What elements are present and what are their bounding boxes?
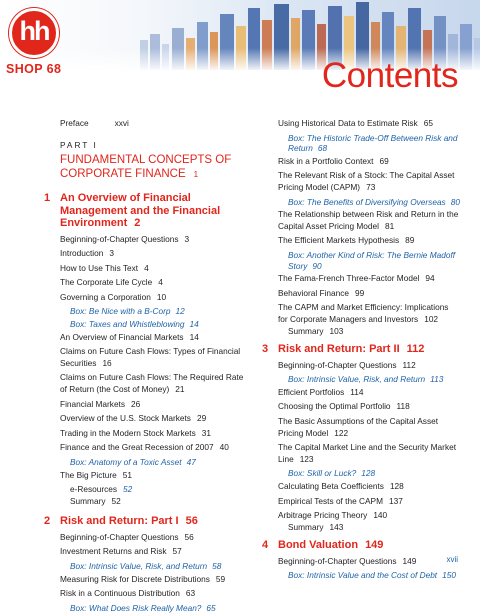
toc-box-entry[interactable] [60, 561, 248, 572]
toc-box-entry[interactable] [60, 306, 248, 317]
toc-entry-text: Beginning-of-Chapter Questions [278, 359, 397, 370]
toc-entry[interactable] [60, 574, 248, 586]
toc-entry-text: Summary [70, 495, 106, 506]
toc-page-number: 40 [219, 442, 229, 453]
toc-sub-entry[interactable] [60, 496, 248, 508]
toc-page-number: 140 [373, 510, 388, 521]
toc-page-number: 103 [329, 325, 344, 336]
toc-entry-text: Claims on Future Cash Flows: The Required Rate of Return (the Cost of Money) [60, 372, 244, 395]
toc-entry[interactable] [60, 263, 248, 275]
toc-page-number: 29 [196, 413, 207, 424]
toc-page-number: 128 [389, 480, 404, 491]
toc-entry[interactable] [278, 209, 460, 232]
toc-page-number: 65 [423, 118, 433, 128]
part-title-line: CORPORATE FINANCE [60, 167, 186, 180]
chapter-3-heading[interactable] [262, 343, 460, 356]
toc-page-number: 94 [425, 273, 435, 284]
toc-entry-text: An Overview of Financial Markets [60, 331, 184, 342]
toc-page-number: 3 [109, 248, 114, 259]
logo-text: hh [19, 16, 49, 46]
toc-entry[interactable] [60, 546, 248, 558]
toc-page-number: 149 [402, 555, 417, 566]
toc-entry-text: Beginning-of-Chapter Questions [278, 555, 397, 566]
toc-sub-entry[interactable] [278, 326, 460, 338]
toc-page-number: 4 [144, 262, 149, 273]
toc-entry[interactable] [60, 588, 248, 600]
toc-entry-text: Risk in a Continuous Distribution [60, 588, 180, 599]
chapter-number: 4 [262, 539, 269, 552]
toc-entry[interactable] [278, 387, 460, 399]
chapter-number: 2 [44, 515, 51, 528]
toc-entry[interactable] [278, 416, 460, 439]
toc-entry-text: Box: Intrinsic Value and the Cost of Debt [288, 570, 438, 581]
toc-page-number: 59 [215, 573, 226, 584]
chapter-number: 1 [44, 192, 51, 204]
toc-page-number: 1 [193, 169, 199, 179]
toc-entry-text: Box: What Does Risk Really Mean? [70, 602, 202, 613]
toc-entry-text: Introduction [60, 248, 104, 259]
toc-right-column [262, 118, 460, 583]
toc-entry-text: The CAPM and Market Efficiency: Implications for Corporate Managers and Investors [278, 302, 449, 324]
toc-entry-text: Box: Skill or Luck? [288, 468, 357, 479]
toc-entry[interactable] [278, 118, 460, 130]
toc-box-entry[interactable] [60, 319, 248, 330]
toc-entry[interactable] [60, 470, 248, 482]
toc-box-entry[interactable] [278, 570, 460, 581]
toc-page-number: 56 [185, 515, 198, 528]
part-title-line: FUNDAMENTAL CONCEPTS OF [60, 154, 232, 166]
toc-entry-text: Box: Be Nice with a B-Corp [70, 306, 171, 317]
toc-entry[interactable] [278, 442, 460, 465]
logo-badge [9, 8, 59, 58]
toc-entry[interactable] [278, 360, 460, 372]
logo-subtext: SHOP 68 [6, 62, 62, 76]
toc-entry-text: Choosing the Optimal Portfolio [278, 401, 391, 412]
toc-entry[interactable] [60, 399, 248, 411]
toc-page-number: 58 [212, 561, 222, 572]
toc-page-number: 112 [402, 359, 416, 370]
toc-entry-text: Beginning-of-Chapter Questions [60, 233, 179, 244]
toc-entry-text: The Efficient Markets Hypothesis [278, 235, 400, 246]
toc-entry-text: Overview of the U.S. Stock Markets [60, 413, 191, 424]
toc-entry-text: The Capital Market Line and the Security Market Line [278, 442, 457, 464]
toc-entry-text: Summary [288, 521, 324, 532]
toc-page-number: 2 [134, 217, 141, 229]
toc-entry-text: Trading in the Modern Stock Markets [60, 427, 196, 438]
toc-entry-text: The Relationship between Risk and Return in the Capital Asset Pricing Model [278, 209, 459, 231]
toc-page-number: 56 [184, 531, 194, 542]
toc-page-number: 3 [184, 233, 190, 244]
toc-entry-text: Claims on Future Cash Flows: Types of Financial Securities [60, 346, 241, 368]
toc-page-number: 68 [317, 143, 328, 154]
toc-page-number: 31 [201, 427, 211, 438]
toc-box-entry[interactable] [278, 468, 460, 479]
toc-left-column [44, 118, 248, 615]
toc-entry-text: The Basic Assumptions of the Capital Asset Pricing Model [278, 415, 439, 438]
toc-entry-text: Arbitrage Pricing Theory [278, 510, 368, 521]
toc-page-number: 14 [189, 331, 199, 342]
toc-entry[interactable] [278, 510, 460, 522]
chapter-title-line: Management and the Financial [60, 204, 221, 217]
toc-page-number: 26 [131, 398, 141, 409]
toc-entry[interactable] [278, 288, 460, 300]
toc-sub-entry[interactable] [278, 522, 460, 534]
toc-entry[interactable] [278, 156, 460, 168]
chapter-title-line: Bond Valuation [278, 539, 359, 552]
toc-entry-text: Box: The Historic Trade-Off Between Risk and Return [288, 132, 458, 154]
part-title[interactable] [60, 154, 248, 181]
toc-entry-text: Preface [60, 118, 89, 128]
toc-page-number: 112 [406, 343, 425, 356]
toc-entry[interactable] [278, 235, 460, 247]
toc-page-number: 12 [175, 306, 185, 317]
toc-box-entry[interactable] [278, 250, 460, 271]
toc-page-number: 51 [122, 469, 132, 480]
chapter-1-heading[interactable] [44, 192, 248, 230]
toc-entry-text: e-Resources [70, 484, 118, 495]
page-title: Contents [321, 56, 458, 95]
toc-entry-text: Box: Anatomy of a Toxic Asset [70, 457, 182, 467]
toc-box-entry[interactable] [60, 603, 248, 614]
toc-page-number: 80 [450, 196, 460, 207]
toc-page-number: 118 [396, 401, 410, 412]
toc-entry[interactable] [60, 234, 248, 246]
toc-page-number: 57 [172, 546, 182, 557]
toc-entry[interactable] [278, 556, 460, 568]
toc-box-entry[interactable] [278, 197, 460, 208]
toc-page-number: xxvi [114, 118, 129, 128]
toc-page-number: 10 [156, 291, 167, 302]
toc-page-number: 4 [158, 277, 163, 288]
toc-page-number: 89 [405, 235, 415, 246]
toc-entry[interactable] [60, 413, 248, 425]
toc-page-number: 123 [299, 453, 314, 464]
toc-sub-entry[interactable] [60, 484, 248, 496]
toc-box-entry[interactable] [60, 457, 248, 468]
toc-page-number: 73 [366, 181, 376, 192]
toc-page-number: 113 [430, 374, 444, 385]
toc-page-number: 137 [388, 495, 403, 506]
toc-entry-text: Calculating Beta Coefficients [278, 480, 384, 491]
toc-entry-text: Finance and the Great Recession of 2007 [60, 442, 214, 453]
toc-entry-text: Investment Returns and Risk [60, 546, 167, 557]
chapter-title-line: Risk and Return: Part II [278, 343, 400, 356]
toc-entry-text: Box: The Benefits of Diversifying Overseas [288, 196, 446, 207]
toc-entry-text: Risk in a Portfolio Context [278, 155, 374, 166]
toc-page-number: 114 [350, 386, 364, 397]
toc-page-number: 99 [355, 287, 365, 298]
chapter-4-heading[interactable] [262, 539, 460, 552]
toc-page-number: 47 [186, 457, 196, 467]
toc-entry[interactable] [60, 248, 248, 260]
toc-page-number: 122 [334, 427, 349, 438]
toc-page-number: 81 [385, 220, 395, 231]
toc-box-entry[interactable] [278, 133, 460, 154]
toc-entry-text: How to Use This Text [60, 262, 139, 273]
toc-entry-text: Governing a Corporation [60, 291, 151, 302]
toc-page-number: 63 [185, 588, 196, 599]
toc-entry-text: Using Historical Data to Estimate Risk [278, 118, 418, 128]
toc-entry-text: Beginning-of-Chapter Questions [60, 531, 179, 542]
toc-entry[interactable] [60, 428, 248, 440]
toc-entry-text: Summary [288, 325, 324, 336]
toc-page-number: 21 [175, 384, 185, 395]
toc-box-entry[interactable] [278, 374, 460, 385]
toc-entry[interactable] [60, 532, 248, 544]
toc-entry[interactable] [278, 170, 460, 193]
toc-entry-text: The Big Picture [60, 469, 117, 480]
toc-entry[interactable] [60, 332, 248, 344]
toc-entry-text: Box: Intrinsic Value, Risk, and Return [70, 561, 208, 572]
toc-entry[interactable] [60, 292, 248, 304]
toc-entry-text: The Relevant Risk of a Stock: The Capital Asset Pricing Model (CAPM) [278, 170, 455, 192]
toc-entry[interactable] [278, 481, 460, 493]
part-label: PART I [60, 140, 98, 150]
toc-entry[interactable] [60, 346, 248, 369]
chapter-title-line: An Overview of Financial [60, 192, 191, 204]
toc-entry-text: Financial Markets [60, 398, 126, 409]
chapter-2-heading[interactable] [44, 515, 248, 528]
chapter-title-line: Environment [60, 217, 128, 229]
toc-entry-text: Empirical Tests of the CAPM [278, 495, 383, 506]
toc-page-number: 143 [329, 521, 344, 532]
chapter-number: 3 [262, 343, 269, 356]
toc-entry-text: Box: Intrinsic Value, Risk, and Return [288, 374, 426, 385]
toc-entry[interactable] [278, 273, 460, 285]
toc-page-number: 149 [365, 539, 384, 552]
toc-page-number: 69 [379, 155, 389, 166]
toc-entry[interactable] [278, 401, 460, 413]
toc-page-number: 150 [442, 570, 456, 581]
toc-preface[interactable] [60, 118, 248, 128]
toc-entry-text: Box: Another Kind of Risk: The Bernie Madoff Story [288, 249, 456, 271]
toc-entry[interactable] [60, 277, 248, 289]
toc-entry-text: Behavioral Finance [278, 287, 350, 298]
toc-page-number: 52 [111, 495, 121, 506]
toc-page-number: 90 [312, 260, 322, 271]
toc-entry-text: Measuring Risk for Discrete Distributions [60, 573, 210, 584]
toc-page-number: 102 [424, 313, 439, 324]
toc-page-number: 52 [123, 484, 133, 495]
chapter-title-line: Risk and Return: Part I [60, 515, 179, 528]
toc-page-number: 16 [102, 357, 112, 368]
toc-entry-text: Efficient Portfolios [278, 386, 345, 397]
toc-entry-text: The Corporate Life Cycle [60, 277, 153, 288]
logo [6, 8, 66, 84]
toc-page-number: 65 [206, 602, 216, 613]
toc-entry-text: The Fama-French Three-Factor Model [278, 273, 420, 284]
toc-entry[interactable] [60, 372, 248, 395]
toc-entry-text: Box: Taxes and Whistleblowing [70, 319, 185, 330]
page-folio: xvii [446, 555, 458, 564]
toc-page-number: 14 [189, 319, 199, 330]
toc-entry[interactable] [60, 442, 248, 454]
toc-entry[interactable] [278, 496, 460, 508]
toc-page-number: 128 [361, 468, 376, 479]
toc-entry[interactable] [278, 302, 460, 325]
